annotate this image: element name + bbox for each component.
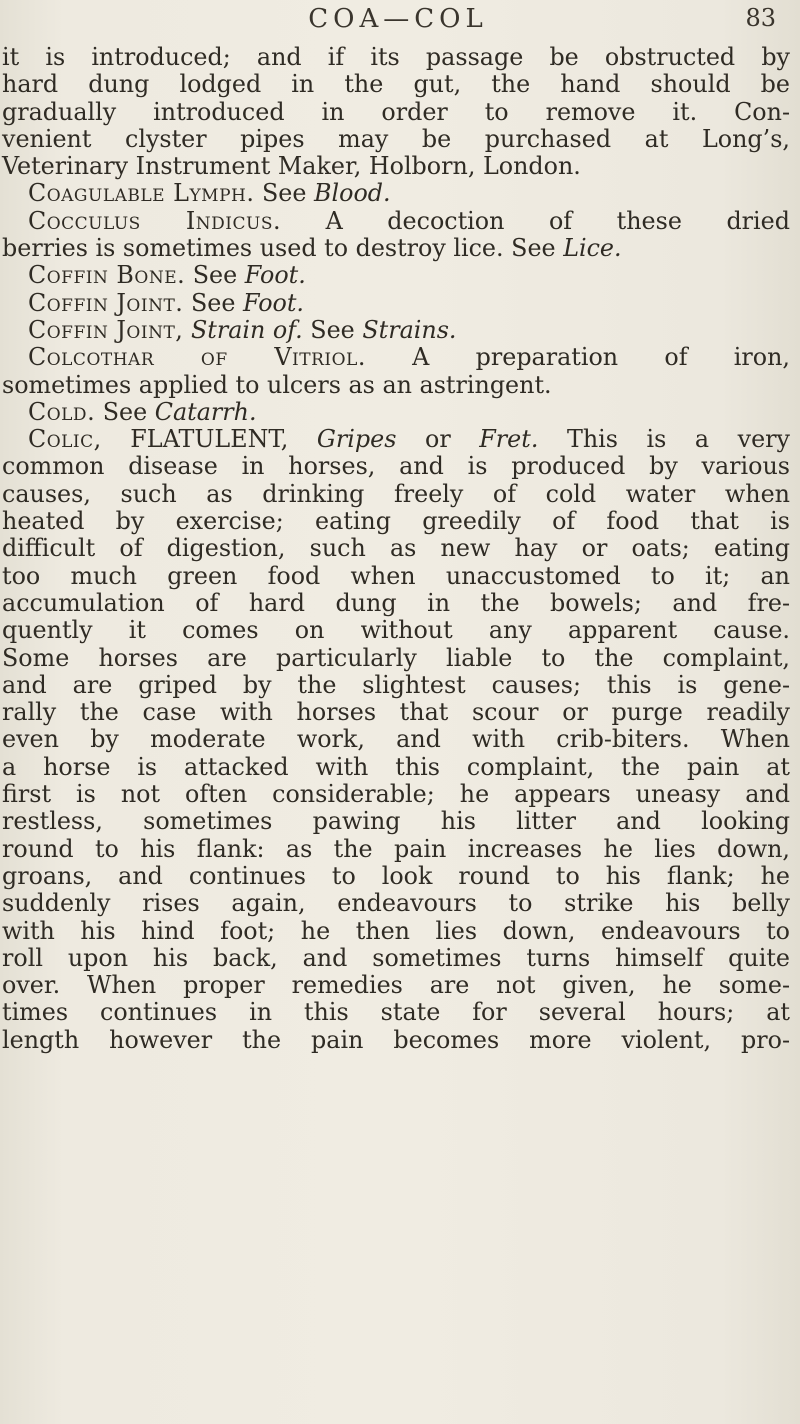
cross-reference: Strain of. [190,315,303,344]
text-line [0,481,800,508]
text-line [0,344,800,371]
text-line [0,426,800,453]
entry-heading: Cocculus Indicus. [28,206,282,235]
text-line [0,126,800,153]
text-run: or [396,425,480,454]
text-run: suddenly rises again, endeavours to strike his belly [2,889,790,918]
entry-heading: Coffin Bone. [28,261,186,290]
text-run: rally the case with horses that scour or purge readily [2,698,790,727]
text-run: a horse is attacked with this complaint, the pain at [2,752,790,781]
text-run: groans, and continues to look round to his flank; he [2,861,790,890]
text-line [0,535,800,562]
text-line [0,672,800,699]
text-run: FLATULENT, [101,425,317,454]
text-run: length however the pain becomes more violent, pro- [2,1025,790,1054]
cross-reference: Lice. [563,234,622,263]
text-run: restless, sometimes pawing his litter and looking [2,807,790,836]
page-header [0,0,800,44]
text-run: See [185,261,245,290]
running-head: COA—COL [308,4,488,34]
text-run: with his hind foot; he then lies down, endeavours to [2,916,790,945]
text-run: A preparation of iron, [365,343,790,372]
entry-heading: Coffin Joint. [28,288,184,317]
text-run [183,316,191,344]
text-line [0,372,800,399]
text-run: sometimes applied to ulcers as an astringent. [2,370,552,399]
cross-reference: Blood. [314,179,391,208]
text-line [0,699,800,726]
text-run: quently it comes on without any apparent cause. [2,616,790,645]
text-run: first is not often considerable; he appears uneasy and [2,780,790,809]
entry-heading: Cold. [28,397,96,426]
text-line [0,44,800,71]
text-line [0,945,800,972]
text-line [0,918,800,945]
text-line [0,890,800,917]
text-line [0,180,800,207]
text-run: See [183,288,243,317]
text-line [0,71,800,98]
text-line [0,99,800,126]
text-run: accumulation of hard dung in the bowels; and fre- [2,588,790,617]
cross-reference: Gripes [316,425,397,454]
text-line [0,836,800,863]
cross-reference: Foot. [244,261,306,290]
text-run: A decoction of these dried [281,206,790,235]
text-run: Veterinary Instrument Maker, Holborn, London. [2,152,581,181]
text-line [0,317,800,344]
text-run: gradually introduced in order to remove it. Con- [2,97,790,126]
text-run: See [302,315,363,344]
text-line [0,972,800,999]
text-line [0,1027,800,1054]
text-run: hard dung lodged in the gut, the hand should be [2,70,790,99]
text-line [0,754,800,781]
text-run: roll upon his back, and sometimes turns himself quite [2,943,790,972]
text-line [0,781,800,808]
text-run: See [254,179,315,208]
entry-heading: Coagulable Lymph. [28,179,255,208]
text-run: round to his flank: as the pain increases he lies down, [2,834,790,863]
text-run: heated by exercise; eating greedily of food that is [2,507,790,536]
text-line [0,808,800,835]
text-run: causes, such as drinking freely of cold water when [2,479,790,508]
text-run: venient clyster pipes may be purchased at Long’s, [2,124,790,153]
text-run: Some horses are particularly liable to the complaint, [2,643,790,672]
text-run: even by moderate work, and with crib-biters. When [2,725,790,754]
text-line [0,508,800,535]
text-run: common disease in horses, and is produced by various [2,452,790,481]
text-line [0,235,800,262]
text-line [0,645,800,672]
cross-reference: Catarrh. [154,397,257,426]
text-run: over. When proper remedies are not given, he some- [2,971,790,1000]
text-line [0,453,800,480]
text-line [0,999,800,1026]
text-line [0,208,800,235]
entry-heading: Colic, [28,425,102,454]
text-line [0,863,800,890]
text-run: This is a very [538,425,790,454]
text-line [0,726,800,753]
entry-heading: Colcothar of Vitriol. [28,343,366,372]
page-number: 83 [745,4,776,32]
cross-reference: Foot. [242,288,304,317]
text-run: too much green food when unaccustomed to it; an [2,561,790,590]
cross-reference: Strains. [362,315,457,344]
text-line [0,399,800,426]
entry-heading: Coffin Joint, [28,315,184,344]
text-line [0,290,800,317]
text-run: See [95,397,155,426]
body-text [0,44,800,1054]
text-line [0,262,800,289]
text-run: it is introduced; and if its passage be obstructed by [2,43,790,71]
cross-reference: Fret. [479,425,539,454]
text-line [0,617,800,644]
text-run: and are griped by the slightest causes; this is gene- [2,670,790,699]
text-line [0,153,800,180]
text-run: times continues in this state for several hours; at [2,998,790,1027]
text-line [0,563,800,590]
text-line [0,590,800,617]
text-run: difficult of digestion, such as new hay or oats; eating [2,534,790,563]
text-run: berries is sometimes used to destroy lice. See [2,234,564,263]
